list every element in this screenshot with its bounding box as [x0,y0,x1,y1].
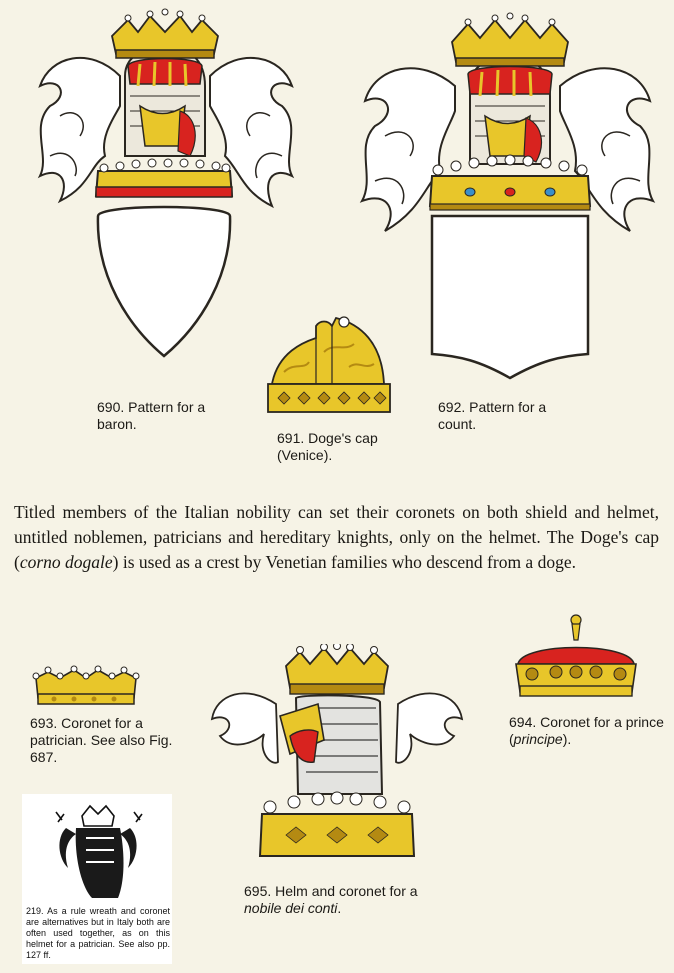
caption-695-italic: nobile dei conti [244,900,338,916]
caption-691-text: Doge's cap (Venice). [277,430,378,463]
body-paragraph [14,500,659,575]
helmet-coronet [112,16,218,54]
doges-cap [272,318,384,384]
caption-690-text: Pattern for a baron. [97,399,206,432]
body-text-italic: corno dogale [19,552,113,572]
inset-figure-219 [22,794,172,964]
caption-690-number: 690. [97,399,125,415]
caption-695-text-a: Helm and coronet for a [275,883,418,899]
caption-692-text: Pattern for a count. [438,399,547,432]
caption-691 [277,430,387,464]
mantling-right [396,693,462,762]
inset-helmet-drawing [52,798,144,904]
helmet-crown [286,648,388,688]
prince-cap [518,648,634,665]
caption-695 [244,883,434,917]
caption-695-text-b: . [337,900,342,916]
baron-shield [98,207,230,356]
caption-694-number: 694. [509,714,537,730]
figure-691-doges-cap [264,312,394,420]
caption-694-italic: principe [513,731,563,747]
caption-693-text: Coronet for a patrician. See also Fig. 687. [30,715,173,765]
caption-694-text-a: Coronet for a prince ( [509,714,664,747]
caption-693 [30,715,195,766]
figure-694-prince-coronet [512,612,640,704]
mantling-left [212,693,278,762]
caption-694 [509,714,664,748]
caption-692-number: 692. [438,399,466,415]
count-shield [432,216,588,378]
figure-692-count-arms [350,6,665,391]
inset-caption: 219. As a rule wreath and coronet are alternatives but in Italy both are often used together, as on this helmet for a patrician. See also pp. 127 ff. [26,906,170,960]
figure-695-helm-and-coronet [206,644,468,876]
body-text-part1: Titled members of the Italian nobility can set their coronets on both shield and helmet, untitled noblemen, patricians and hereditary knights, only on the helmet. The Doge's cap ( [14,502,659,572]
caption-694-text-b: ). [562,731,572,747]
caption-691-number: 691. [277,430,305,446]
body-text-part2: ) is used as a crest by Venetian families who descend from a doge. [112,552,576,572]
caption-690 [97,399,247,433]
caption-693-number: 693. [30,715,58,731]
caption-692 [438,399,583,433]
figure-693-patrician-coronet [30,664,142,708]
caption-695-number: 695. [244,883,272,899]
helmet-coronet [452,20,568,62]
